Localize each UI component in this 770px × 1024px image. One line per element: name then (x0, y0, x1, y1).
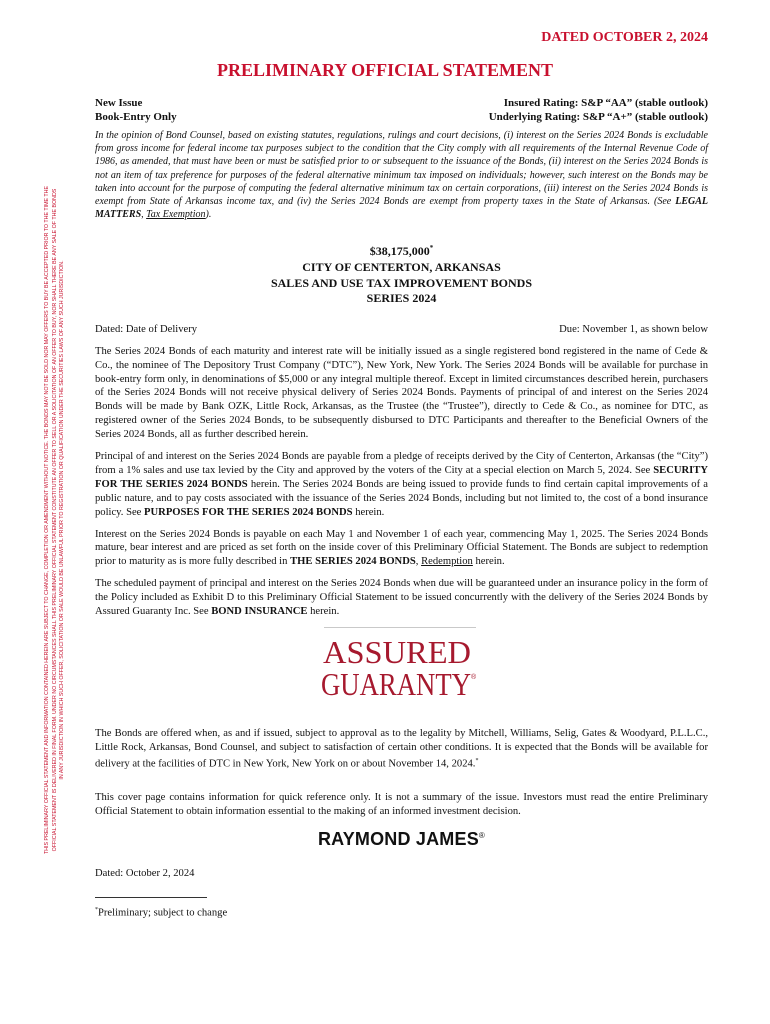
assured-logo-line1: ASSURED (323, 634, 471, 671)
p2-text-e: herein. (352, 506, 385, 518)
disclaimer-line-3: IN ANY JURISDICTION IN WHICH SUCH OFFER, SOLICITATION OR SALE WOULD BE UNLAWFUL PRIOR TO REGISTRATION OR QUALIFICATION UNDER THE SECURITIES LAWS OF ANY SUCH JURISDICTION. (59, 260, 66, 780)
assured-guaranty-logo (95, 627, 708, 707)
bond-name: SALES AND USE TAX IMPROVEMENT BONDS (270, 275, 533, 290)
opinion-sep: , (141, 209, 147, 221)
disclaimer-line-1: THIS PRELIMINARY OFFICIAL STATEMENT AND INFORMATION CONTAINED HEREIN ARE SUBJECT TO CHANGE, COMPLETION OR AMENDMENT WITHOUT NOTICE. THE BONDS MAY NOT BE SOLD NOR MAY OFFERS TO BUY BE ACCEPTED PRIOR TO THE TIME THE (44, 186, 50, 854)
purposes-ref: PURPOSES FOR THE SERIES 2024 BONDS (144, 506, 353, 518)
bond-issuer: CITY OF CENTERTON, ARKANSAS (302, 260, 501, 275)
paragraph-interest (95, 528, 708, 570)
p3-text-a: Interest on the Series 2024 Bonds is payable on each May 1 and November 1 of each year, commencing May 1, 2025. The Series 2024 Bonds mature, bear interest and are priced as set forth on the inside cover of this Preliminary Official Statement. The Bonds are subject to redemption prior to maturity as is more fully described in (95, 528, 708, 568)
p2-text-a: Principal of and interest on the Series 2024 Bonds are payable from a pledge of receipts derived by the City of Centerton, Arkansas (the “City”) from a 1% sales and use tax levied by the City and approved by the voters of the City at a special election on March 5, 2024. See (95, 451, 708, 476)
new-issue-label: New Issue (95, 97, 143, 109)
redemption-link[interactable]: Redemption (421, 556, 473, 568)
p2-text-c: herein. The Series 2024 Bonds are being issued to provide funds to find certain capital improvements of a public nature, and to pay costs associated with the issuance of the Series 2024 Bonds, including but not limited to, the cost of a bond insurance policy. See (95, 478, 708, 518)
assured-logo-line2: GUARANTY (321, 666, 471, 703)
paragraph-offering (95, 727, 708, 771)
disclaimer-sidebar (44, 30, 94, 1010)
dated-footer: Dated: October 2, 2024 (95, 867, 195, 879)
raymond-james-logo (95, 829, 708, 850)
issue-row-1 (95, 96, 708, 110)
paragraph-registration: The Series 2024 Bonds of each maturity and interest rate will be initially issued as a single registered bond registered in the name of Cede & Co., the nominee of The Depository Trust Company (“DTC”), New York, New York. The Series 2024 Bonds will be available for purchase in book-entry form only, in denominations of $5,000 or any integral multiple thereof. Except in limited circumstances described herein, purchasers of the Series 2024 Bonds will not receive physical delivery of Series 2024 Bonds. Payments of principal of and interest on the Series 2024 Bonds will be made by Bank OZK, Little Rock, Arkansas, as the Trustee (the “Trustee”), directly to Cede & Co., as nominee for DTC, as registered owner of the Series 2024 Bonds, to be subsequently disbursed to DTC Participants and thereafter to the Beneficial Owners of the Series 2024 Bonds, all as further described herein. (95, 345, 708, 441)
security-ref: SECURITY FOR THE SERIES 2024 BONDS (95, 464, 708, 490)
paragraph-insurance (95, 577, 708, 619)
p3-text-c: , (415, 556, 422, 568)
underlying-rating: Underlying Rating: S&P “A+” (stable outlook) (488, 111, 708, 123)
issue-row-2 (95, 110, 708, 124)
main-content (95, 96, 708, 920)
raymond-logo-mark: ® (478, 831, 486, 841)
book-entry-label: Book-Entry Only (95, 111, 177, 123)
bond-amount-mark: * (429, 244, 434, 253)
footnote-divider (95, 897, 207, 898)
p5-text: The Bonds are offered when, as and if issued, subject to approval as to the legality by Mitchell, Williams, Selig, Gates & Woodyard, P.L.L.C., Little Rock, Arkansas, Bond Counsel, and subject to satisfaction of certain other conditions. It is expected that the Bonds will be available for delivery at the facilities of DTC in New York, New York on or about November 14, 2024. (95, 728, 708, 770)
bond-amount-value: $38,175,000 (369, 244, 430, 259)
p3-text-e: herein. (472, 556, 505, 568)
bond-insurance-ref: BOND INSURANCE (211, 606, 308, 618)
p5-mark: * (475, 757, 479, 764)
assured-guaranty-logo-svg (321, 633, 481, 703)
dates-row (95, 323, 708, 337)
opinion-text: In the opinion of Bond Counsel, based on existing statutes, regulations, rulings and court decisions, (i) interest on the Series 2024 Bonds is excludable from gross income for federal income tax purposes subject to the condition that the City comply with all requirements of the Internal Revenue Code of 1986, as amended, that must have been or must be satisfied prior to or subsequent to the issuance of the Bonds, (ii) interest on the Series 2024 Bonds is not an item of tax preference for purposes of the federal alternative minimum tax imposed on individuals; however, such interest on the Bonds may be taken into account for the purpose of computing the federal alternative minimum tax on certain corporations, (iii) interest on the Series 2024 Bonds is exempt from State of Arkansas income tax, and (iv) the Series 2024 Bonds are exempt from property taxes in the State of Arkansas. (See (95, 130, 708, 208)
logo-divider (324, 627, 476, 628)
disclaimer-line-2: OFFICIAL STATEMENT IS DELIVERED IN FINAL FORM. UNDER NO CIRCUMSTANCES SHALL THIS PRELIMINARY OFFICIAL STATEMENT CONSTITUTE AN OFFER TO SELL OR A SOLICITATION OF AN OFFER TO BUY, NOR SHALL THERE BE ANY SALE OF THE BONDS (51, 188, 58, 852)
footnote-text: Preliminary; subject to change (98, 907, 228, 919)
p4-text-a: The scheduled payment of principal and interest on the Series 2024 Bonds when due will be guaranteed under an insurance policy in the form of the Policy included as Exhibit D to this Preliminary Official Statement to be issued concurrently with the delivery of the Series 2024 Bonds by Assured Guaranty Inc. See (95, 578, 708, 618)
footnote (95, 904, 708, 920)
dated-date: Dated: Date of Delivery (95, 323, 198, 335)
series-bonds-ref: THE SERIES 2024 BONDS (290, 556, 416, 568)
p4-text-c: herein. (307, 606, 340, 618)
tax-opinion (95, 129, 708, 221)
document-title: PRELIMINARY OFFICIAL STATEMENT (216, 60, 554, 80)
paragraph-cover-notice: This cover page contains information for quick reference only. It is not a summary of the issue. Investors must read the entire Preliminary Official Statement to obtain information essential to the making of an informed investment decision. (95, 792, 708, 818)
dated-header: DATED OCTOBER 2, 2024 (541, 30, 708, 45)
bond-title-block (95, 241, 708, 306)
raymond-logo-text: RAYMOND JAMES (317, 829, 479, 850)
bond-amount (95, 241, 708, 260)
paragraph-security (95, 450, 708, 520)
opinion-end: ). (205, 209, 212, 221)
legal-matters-ref: LEGAL MATTERS (95, 196, 708, 221)
assured-logo-mark: ® (471, 674, 477, 682)
bond-series: SERIES 2024 (366, 291, 437, 306)
footnote-mark: * (95, 906, 98, 913)
due-date: Due: November 1, as shown below (559, 323, 708, 335)
insured-rating: Insured Rating: S&P “AA” (stable outlook) (503, 97, 708, 109)
tax-exemption-link[interactable]: Tax Exemption (146, 209, 206, 221)
